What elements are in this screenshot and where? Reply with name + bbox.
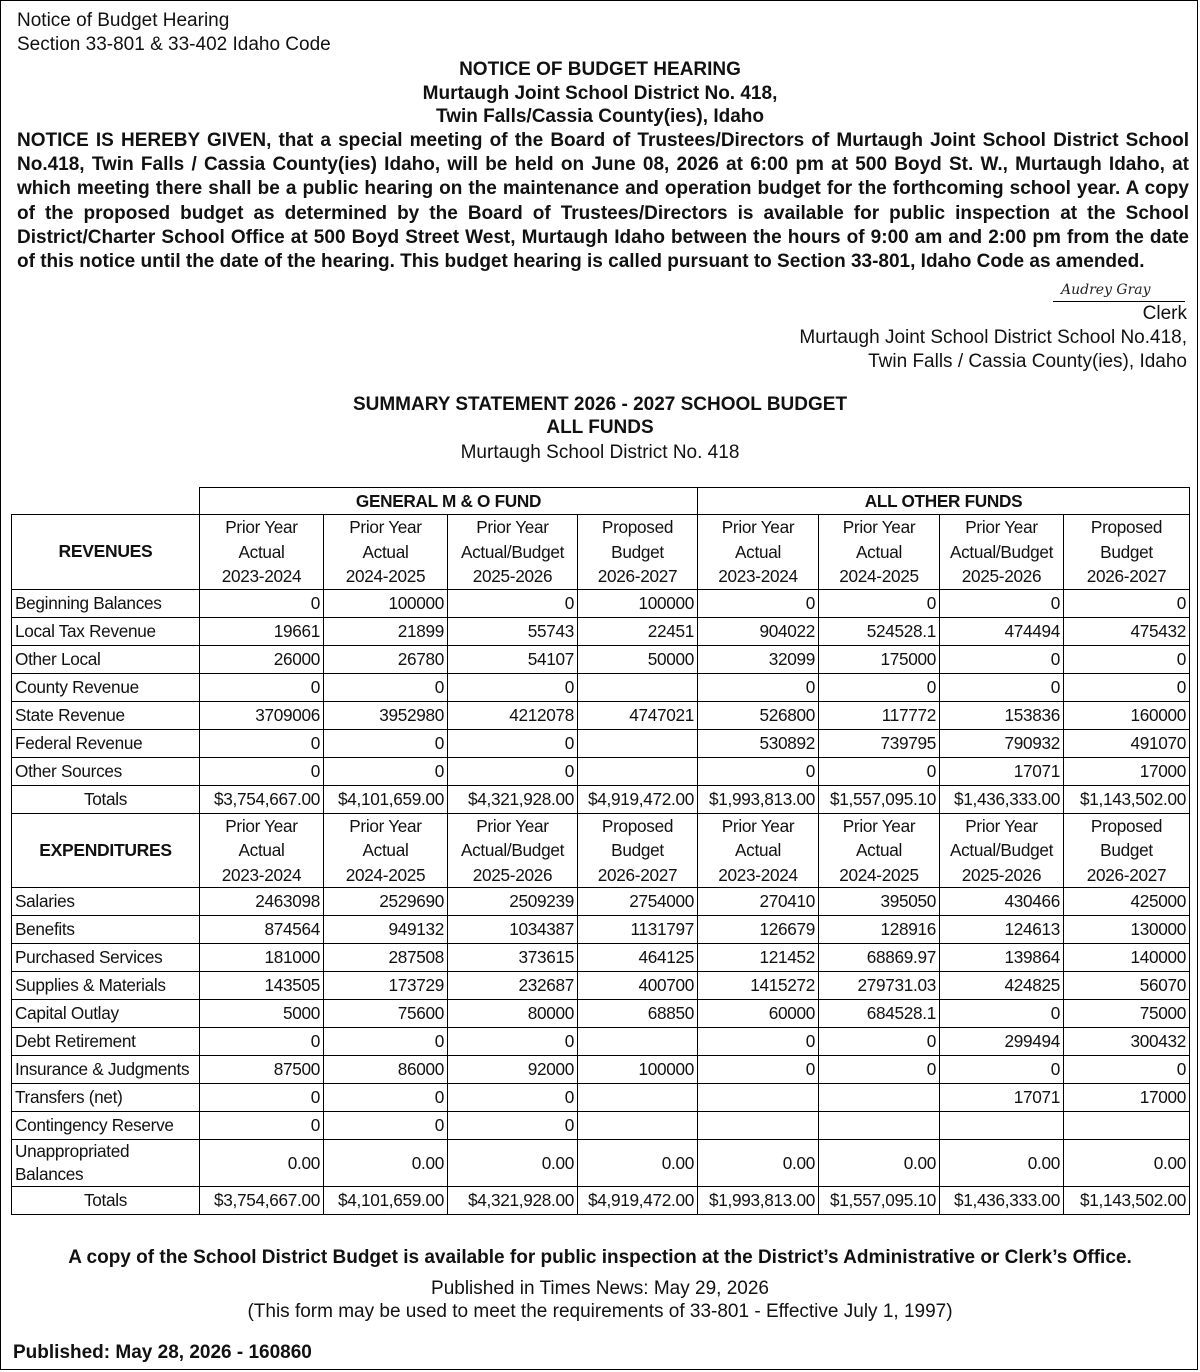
notice-county: Twin Falls/Cassia County(ies), Idaho: [436, 106, 764, 127]
revenue-label: Beginning Balances: [12, 589, 200, 617]
column-header-line: Budget: [611, 541, 664, 562]
blank-cell: [12, 488, 200, 515]
expenditure-value: [698, 1084, 819, 1112]
expenditure-value: 0: [698, 1028, 819, 1056]
expenditure-value: 949132: [324, 916, 448, 944]
notice-body: NOTICE IS HEREBY GIVEN, that a special meeting of the Board of Trustees/Directors of Murtaugh Joint School District School No.418, Twin Falls / Cassia County(ies) Idaho, will be held on June 08, 2026 at 6:00 pm at 500 Boyd St. W., Murtaugh Idaho, at which meeting there shall be a public hearing on the maintenance and operation budget for the forthcoming school year. A copy of the proposed budget as determined by the Board of Trustees/Directors is available for public inspection at the School District/Charter School Office at 500 Boyd Street West, Murtaugh Idaho between the hours of 9:00 am and 2:00 pm from the date of this notice until the date of the hearing. This budget hearing is called pursuant to Section 33-801, Idaho Code as amended.: [17, 130, 1189, 273]
availability-note: A copy of the School District Budget is available for public inspection at the District’s Administrative or Clerk’s Office.: [68, 1247, 1132, 1268]
revenue-value: 491070: [1064, 729, 1190, 757]
revenue-totals-row-value: $4,919,472.00: [578, 785, 698, 813]
revenue-label: Other Sources: [12, 757, 200, 785]
expenditure-value: 395050: [819, 888, 940, 916]
expenditure-value: 68850: [578, 1000, 698, 1028]
column-header-line: Budget: [611, 840, 664, 860]
revenue-totals-row-value: $1,436,333.00: [940, 785, 1064, 813]
revenue-value: 0: [819, 589, 940, 617]
revenues-header-row: [12, 515, 1190, 590]
column-header: [448, 515, 578, 590]
expenditure-label: Salaries: [12, 888, 200, 916]
expenditure-totals-row-value: $4,321,928.00: [448, 1187, 578, 1215]
expenditure-value: 464125: [578, 944, 698, 972]
revenue-row: [12, 645, 1190, 673]
column-header-line: Proposed: [1090, 815, 1163, 836]
revenue-value: 524528.1: [819, 617, 940, 645]
column-header-line: 2023-2024: [718, 566, 798, 586]
expenditure-totals-row-value: $4,919,472.00: [578, 1187, 698, 1215]
unappropriated-value: 0.00: [1064, 1140, 1190, 1187]
column-header-line: 2023-2024: [718, 864, 798, 885]
expenditure-value: 1131797: [578, 916, 698, 944]
revenue-value: 0: [819, 673, 940, 701]
revenue-totals-row-label: Totals: [12, 785, 200, 813]
revenue-value: 0: [324, 673, 448, 701]
revenue-value: 0: [940, 673, 1064, 701]
revenue-value: 0: [1064, 645, 1190, 673]
expenditure-value: 181000: [200, 944, 324, 972]
column-header-line: Prior Year: [349, 815, 422, 836]
column-header: [940, 813, 1064, 888]
column-header-line: Prior Year: [965, 517, 1038, 537]
column-header-line: 2023-2024: [221, 864, 302, 885]
revenue-value: 0: [698, 589, 819, 617]
revenue-totals-row-value: $1,143,502.00: [1064, 785, 1190, 813]
expenditure-value: 0: [200, 1028, 324, 1056]
expenditure-value: 80000: [448, 1000, 578, 1028]
expenditure-value: 2463098: [200, 888, 324, 916]
revenue-value: 0: [1064, 673, 1190, 701]
expenditure-totals-row: [12, 1187, 1190, 1215]
summary-district: Murtaugh School District No. 418: [460, 442, 740, 463]
unappropriated-value: 0.00: [578, 1140, 698, 1187]
column-header-line: 2025-2026: [472, 864, 553, 885]
expenditure-label: Debt Retirement: [12, 1028, 200, 1056]
expenditure-value: 373615: [448, 944, 578, 972]
revenue-value: 0: [940, 645, 1064, 673]
column-header-line: 2024-2025: [839, 864, 919, 885]
expenditure-value: 75600: [324, 1000, 448, 1028]
column-header-line: Prior Year: [225, 517, 298, 537]
notice-title: NOTICE OF BUDGET HEARING: [459, 59, 741, 80]
revenue-row: [12, 729, 1190, 757]
expenditure-value: 128916: [819, 916, 940, 944]
column-header-line: Actual: [238, 541, 285, 562]
column-header-line: 2025-2026: [961, 864, 1042, 885]
fund-header-general: GENERAL M & O FUND: [200, 488, 698, 515]
column-header-line: Actual: [362, 541, 409, 562]
column-header-line: Actual/Budget: [460, 541, 565, 562]
expenditure-value: 0: [324, 1028, 448, 1056]
expenditure-value: 232687: [448, 972, 578, 1000]
column-header-line: Prior Year: [842, 815, 916, 836]
expenditure-value: 0: [819, 1056, 940, 1084]
expenditure-value: 86000: [324, 1056, 448, 1084]
column-header-line: Actual: [856, 541, 902, 562]
expenditure-value: 287508: [324, 944, 448, 972]
revenue-totals-row-value: $4,101,659.00: [324, 785, 448, 813]
unappropriated-value: 0.00: [448, 1140, 578, 1187]
expenditure-label: Contingency Reserve: [12, 1112, 200, 1140]
expenditure-value: 0: [448, 1028, 578, 1056]
unappropriated-balances-row: [12, 1140, 1190, 1187]
column-header-line: Budget: [1100, 541, 1153, 562]
expenditure-value: 100000: [578, 1056, 698, 1084]
revenue-value: 0: [448, 673, 578, 701]
column-header: [578, 813, 698, 888]
column-header-line: 2026-2027: [1086, 864, 1167, 885]
column-header-line: 2026-2027: [1086, 566, 1167, 586]
revenue-value: 100000: [324, 589, 448, 617]
revenue-row: [12, 589, 1190, 617]
expenditure-value: 0: [324, 1084, 448, 1112]
revenue-totals-row-value: $1,557,095.10: [819, 785, 940, 813]
expenditure-totals-row-value: $4,101,659.00: [324, 1187, 448, 1215]
header-title: Notice of Budget Hearing: [17, 10, 230, 31]
revenue-value: 474494: [940, 617, 1064, 645]
revenue-totals-row-value: $4,321,928.00: [448, 785, 578, 813]
revenue-value: 22451: [578, 617, 698, 645]
expenditure-totals-row-value: $1,993,813.00: [698, 1187, 819, 1215]
revenue-value: 153836: [940, 701, 1064, 729]
expenditure-value: 140000: [1064, 944, 1190, 972]
revenue-row: [12, 673, 1190, 701]
column-header-line: Prior Year: [965, 815, 1038, 836]
revenue-row: [12, 757, 1190, 785]
expenditure-totals-row-value: $1,557,095.10: [819, 1187, 940, 1215]
expenditure-value: 0: [200, 1084, 324, 1112]
revenue-value: 100000: [578, 589, 698, 617]
revenue-value: 26000: [200, 645, 324, 673]
revenue-value: 0: [698, 673, 819, 701]
expenditure-row: [12, 916, 1190, 944]
revenue-label: Federal Revenue: [12, 729, 200, 757]
expenditure-value: [698, 1112, 819, 1140]
column-header-line: Prior Year: [721, 815, 795, 836]
expenditure-value: 279731.03: [819, 972, 940, 1000]
revenue-value: 17071: [940, 757, 1064, 785]
expenditure-value: 300432: [1064, 1028, 1190, 1056]
expenditures-header-row: [12, 813, 1190, 888]
expenditure-totals-row-value: $1,143,502.00: [1064, 1187, 1190, 1215]
revenue-label: Local Tax Revenue: [12, 617, 200, 645]
expenditure-totals-row-label: Totals: [12, 1187, 200, 1215]
budget-table: [11, 487, 1190, 1215]
expenditure-value: 430466: [940, 888, 1064, 916]
revenue-value: 530892: [698, 729, 819, 757]
expenditure-value: 0: [940, 1056, 1064, 1084]
expenditure-value: 5000: [200, 1000, 324, 1028]
expenditure-value: 0: [1064, 1056, 1190, 1084]
expenditure-value: 424825: [940, 972, 1064, 1000]
column-header: [324, 813, 448, 888]
revenue-value: 3709006: [200, 701, 324, 729]
expenditure-value: [819, 1112, 940, 1140]
expenditure-label: Insurance & Judgments: [12, 1056, 200, 1084]
revenue-totals-row-value: $3,754,667.00: [200, 785, 324, 813]
revenue-label: State Revenue: [12, 701, 200, 729]
revenues-label: REVENUES: [12, 515, 200, 590]
column-header-line: Proposed: [1090, 517, 1163, 537]
revenue-value: [578, 757, 698, 785]
column-header: [200, 813, 324, 888]
revenue-value: 790932: [940, 729, 1064, 757]
expenditure-value: 68869.97: [819, 944, 940, 972]
summary-subtitle: ALL FUNDS: [546, 417, 654, 438]
revenue-value: [578, 729, 698, 757]
column-header-line: Prior Year: [476, 517, 549, 537]
expenditure-value: 0: [448, 1112, 578, 1140]
expenditure-value: [578, 1112, 698, 1140]
expenditure-row: [12, 888, 1190, 916]
revenue-value: 739795: [819, 729, 940, 757]
expenditure-label: Transfers (net): [12, 1084, 200, 1112]
expenditure-value: 139864: [940, 944, 1064, 972]
expenditure-value: 400700: [578, 972, 698, 1000]
signature-district: Murtaugh Joint School District School No.418,: [799, 327, 1187, 348]
expenditure-value: [578, 1028, 698, 1056]
revenue-value: 3952980: [324, 701, 448, 729]
revenue-value: 0: [200, 673, 324, 701]
expenditure-value: 130000: [1064, 916, 1190, 944]
column-header-line: 2023-2024: [221, 566, 302, 586]
column-header-line: Proposed: [601, 517, 674, 537]
column-header-line: 2024-2025: [839, 566, 919, 586]
column-header-line: Actual/Budget: [949, 541, 1054, 562]
revenue-value: 526800: [698, 701, 819, 729]
expenditure-value: 0: [448, 1084, 578, 1112]
column-header-line: Prior Year: [721, 517, 795, 537]
expenditure-value: 17000: [1064, 1084, 1190, 1112]
revenue-value: 32099: [698, 645, 819, 673]
expenditure-value: 0: [324, 1112, 448, 1140]
column-header: [324, 515, 448, 590]
expenditure-value: 75000: [1064, 1000, 1190, 1028]
expenditure-value: [578, 1084, 698, 1112]
expenditures-label: EXPENDITURES: [12, 813, 200, 888]
column-header: [698, 813, 819, 888]
column-header-line: 2024-2025: [345, 864, 426, 885]
column-header: [940, 515, 1064, 590]
expenditure-value: 0: [200, 1112, 324, 1140]
column-header-line: 2024-2025: [345, 566, 426, 586]
expenditure-row: [12, 972, 1190, 1000]
unappropriated-value: 0.00: [698, 1140, 819, 1187]
unappropriated-value: 0.00: [940, 1140, 1064, 1187]
column-header-line: Prior Year: [349, 517, 422, 537]
revenue-value: 4212078: [448, 701, 578, 729]
summary-title: SUMMARY STATEMENT 2026 - 2027 SCHOOL BUDGET: [352, 394, 848, 415]
notice-district: Murtaugh Joint School District No. 418,: [422, 83, 778, 104]
expenditure-value: 56070: [1064, 972, 1190, 1000]
column-header: [1064, 515, 1190, 590]
revenue-value: 17000: [1064, 757, 1190, 785]
svg-text:Audrey Gray: Audrey Gray: [1061, 282, 1151, 298]
expenditure-row: [12, 944, 1190, 972]
clerk-signature: [1053, 279, 1185, 302]
expenditure-label: Supplies & Materials: [12, 972, 200, 1000]
expenditure-row: [12, 1000, 1190, 1028]
revenue-row: [12, 701, 1190, 729]
unappropriated-value: 0.00: [324, 1140, 448, 1187]
expenditure-label: Benefits: [12, 916, 200, 944]
expenditure-value: 0: [698, 1056, 819, 1084]
column-header: [448, 813, 578, 888]
column-header-line: Prior Year: [842, 517, 916, 537]
column-header: [698, 515, 819, 590]
column-header-line: Proposed: [601, 815, 674, 836]
expenditure-value: 124613: [940, 916, 1064, 944]
revenue-value: 50000: [578, 645, 698, 673]
clerk-title: Clerk: [1142, 303, 1187, 324]
expenditure-value: 270410: [698, 888, 819, 916]
fund-header-other: ALL OTHER FUNDS: [698, 488, 1190, 515]
unappropriated-label-line: Balances: [15, 1164, 84, 1184]
expenditure-value: 2509239: [448, 888, 578, 916]
expenditure-value: 425000: [1064, 888, 1190, 916]
revenue-value: 19661: [200, 617, 324, 645]
revenue-value: 0: [200, 589, 324, 617]
expenditure-label: Capital Outlay: [12, 1000, 200, 1028]
revenue-value: 0: [698, 757, 819, 785]
column-header-line: Actual/Budget: [949, 840, 1054, 860]
revenue-value: 0: [200, 757, 324, 785]
revenue-value: 4747021: [578, 701, 698, 729]
unappropriated-label: [12, 1140, 200, 1187]
expenditure-value: 2529690: [324, 888, 448, 916]
revenue-value: 0: [324, 729, 448, 757]
column-header-line: 2026-2027: [597, 864, 678, 885]
expenditure-row: [12, 1056, 1190, 1084]
column-header: [1064, 813, 1190, 888]
column-header-line: Actual: [362, 840, 409, 860]
revenue-value: 175000: [819, 645, 940, 673]
revenue-value: 26780: [324, 645, 448, 673]
column-header-line: Prior Year: [476, 815, 549, 836]
column-header-line: 2025-2026: [472, 566, 553, 586]
column-header: [819, 813, 940, 888]
revenue-value: 0: [819, 757, 940, 785]
signature-image: [1053, 279, 1185, 301]
unappropriated-label-line: Unappropriated: [15, 1141, 130, 1161]
expenditure-value: 1034387: [448, 916, 578, 944]
fund-header-row: [12, 488, 1190, 515]
expenditure-row: [12, 1112, 1190, 1140]
column-header-line: Actual: [238, 840, 285, 860]
expenditure-value: 173729: [324, 972, 448, 1000]
column-header: [578, 515, 698, 590]
column-header-line: 2025-2026: [961, 566, 1042, 586]
expenditure-value: [1064, 1112, 1190, 1140]
expenditure-totals-row-value: $1,436,333.00: [940, 1187, 1064, 1215]
revenue-value: 0: [940, 589, 1064, 617]
expenditure-value: 299494: [940, 1028, 1064, 1056]
unappropriated-value: 0.00: [819, 1140, 940, 1187]
revenue-value: 21899: [324, 617, 448, 645]
expenditure-value: 0: [940, 1000, 1064, 1028]
unappropriated-value: 0.00: [200, 1140, 324, 1187]
column-header-line: Actual: [735, 541, 781, 562]
column-header: [200, 515, 324, 590]
revenue-value: 117772: [819, 701, 940, 729]
revenue-row: [12, 617, 1190, 645]
expenditure-value: [819, 1084, 940, 1112]
revenue-value: [578, 673, 698, 701]
revenue-value: 160000: [1064, 701, 1190, 729]
revenue-value: 0: [200, 729, 324, 757]
revenue-value: 475432: [1064, 617, 1190, 645]
expenditure-row: [12, 1028, 1190, 1056]
column-header-line: Budget: [1100, 840, 1153, 860]
revenue-totals-row: [12, 785, 1190, 813]
revenue-label: Other Local: [12, 645, 200, 673]
expenditure-value: 1415272: [698, 972, 819, 1000]
expenditure-row: [12, 1084, 1190, 1112]
expenditure-value: 143505: [200, 972, 324, 1000]
revenue-value: 0: [324, 757, 448, 785]
signature-county: Twin Falls / Cassia County(ies), Idaho: [868, 351, 1187, 372]
expenditure-value: 87500: [200, 1056, 324, 1084]
expenditure-value: 121452: [698, 944, 819, 972]
header-code-section: Section 33-801 & 33-402 Idaho Code: [17, 34, 331, 55]
expenditure-value: 126679: [698, 916, 819, 944]
published-date: Published: May 28, 2026 - 160860: [13, 1342, 312, 1363]
column-header-line: Actual/Budget: [460, 840, 565, 860]
revenue-totals-row-value: $1,993,813.00: [698, 785, 819, 813]
column-header-line: Actual: [735, 840, 781, 860]
expenditure-totals-row-value: $3,754,667.00: [200, 1187, 324, 1215]
published-times-news: Published in Times News: May 29, 2026: [431, 1278, 769, 1299]
revenue-value: 0: [448, 589, 578, 617]
revenue-value: 55743: [448, 617, 578, 645]
expenditure-value: [940, 1112, 1064, 1140]
revenue-value: 0: [1064, 589, 1190, 617]
form-requirements-note: (This form may be used to meet the requirements of 33-801 - Effective July 1, 1997): [247, 1301, 953, 1322]
column-header-line: Actual: [856, 840, 902, 860]
revenue-value: 904022: [698, 617, 819, 645]
expenditure-value: 0: [819, 1028, 940, 1056]
expenditure-value: 60000: [698, 1000, 819, 1028]
expenditure-value: 17071: [940, 1084, 1064, 1112]
revenue-label: County Revenue: [12, 673, 200, 701]
expenditure-value: 2754000: [578, 888, 698, 916]
column-header: [819, 515, 940, 590]
column-header-line: Prior Year: [225, 815, 298, 836]
column-header-line: 2026-2027: [597, 566, 678, 586]
expenditure-value: 92000: [448, 1056, 578, 1084]
revenue-value: 0: [448, 757, 578, 785]
expenditure-label: Purchased Services: [12, 944, 200, 972]
expenditure-value: 874564: [200, 916, 324, 944]
revenue-value: 54107: [448, 645, 578, 673]
revenue-value: 0: [448, 729, 578, 757]
expenditure-value: 684528.1: [819, 1000, 940, 1028]
